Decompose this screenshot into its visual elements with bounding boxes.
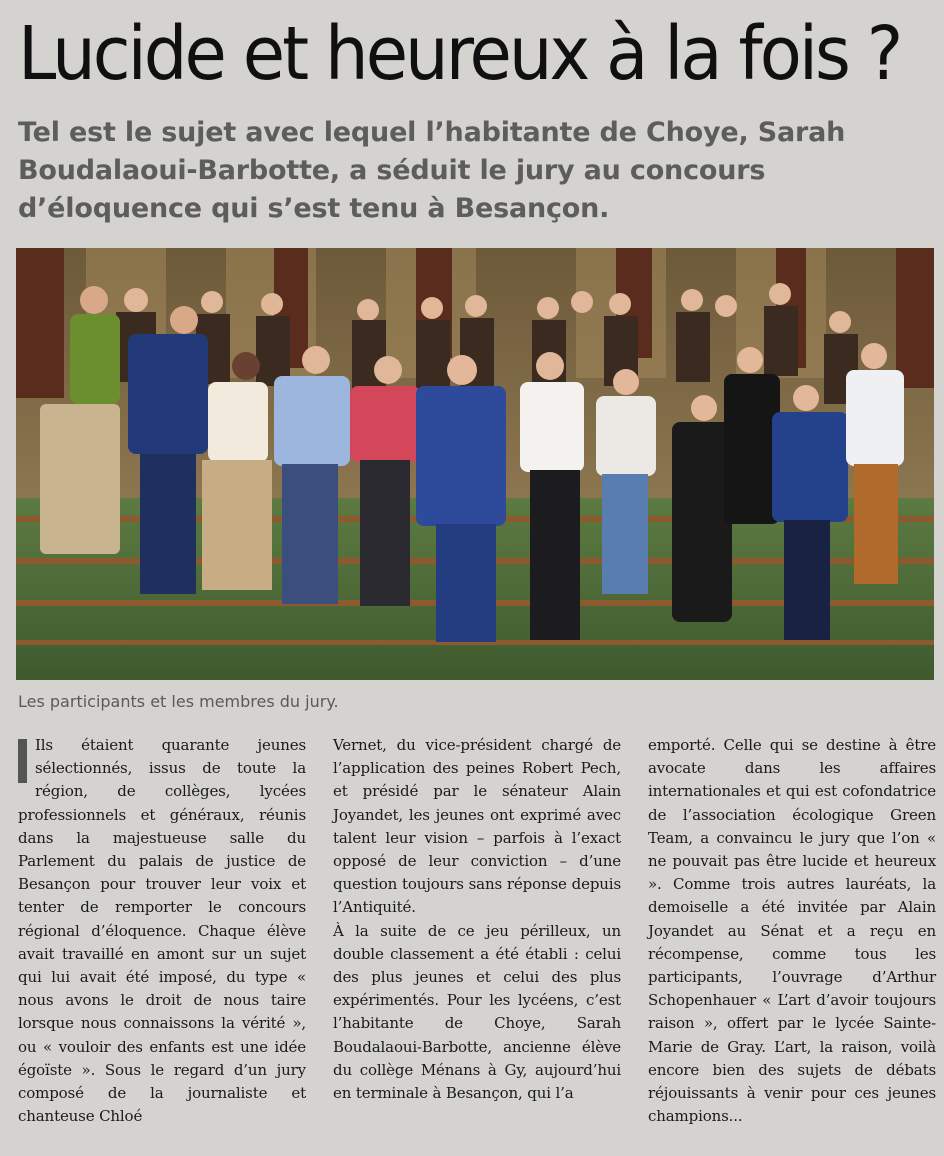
article-column-2 bbox=[333, 734, 621, 1105]
column-2-paragraph-1: Vernet, du vice-président chargé de l’application des peines Robert Pech, et présidé par le sénateur Alain Joyandet, les jeunes ont exprimé avec talent leur vision – parfois à l’exact opposé de leur conviction – d’une question toujours sans réponse depuis l’Antiquité. bbox=[333, 736, 621, 917]
group-photo bbox=[16, 248, 934, 680]
column-2-paragraph-2: À la suite de ce jeu périlleux, un double classement a été établi : celui des plus jeunes et celui des plus expérimentés. Pour les lycéens, c’est l’habitante de Choye, Sarah Boudalaoui-Barbotte, ancienne élève du collège Ménans à Gy, aujourd’hui en terminale à Besançon, qui l’a bbox=[333, 921, 621, 1103]
headline: Lucide et heureux à la fois ? bbox=[18, 11, 901, 97]
standfirst: Tel est le sujet avec lequel l’habitante de Choye, Sarah Boudalaoui-Barbotte, a séduit le jury au concours d’éloquence qui s’est tenu à Besançon. bbox=[18, 117, 846, 224]
column-3-text: emporté. Celle qui se destine à être avocate dans les affaires internationales et qui est cofondatrice de l’association écologique Green Team, a convaincu le jury que l’on « ne pouvait pas être lucide et heureux ». Comme trois autres lauréats, la demoiselle a été invitée par Alain Joyandet au Sénat et a reçu en récompense, comme tous les participants, l’ouvrage d’Arthur Schopenhauer « L’art d’avoir toujours raison », offert par le lycée Sainte-Marie de Gray. L’art, la raison, voilà encore bien des sujets de débats réjouissants à venir pour ces jeunes champions... bbox=[648, 736, 936, 1126]
drop-cap-bar bbox=[18, 739, 27, 783]
photo-caption: Les participants et les membres du jury. bbox=[18, 692, 339, 711]
article-column-1 bbox=[18, 734, 306, 1128]
article-column-3 bbox=[648, 734, 936, 1128]
column-1-text: Ils étaient quarante jeunes sélectionnés, issus de toute la région, de collèges, lycées professionnels et généraux, réunis dans la majestueuse salle du Parlement du palais de justice de Besançon pour trouver leur voix et tenter de remporter le concours régional d’éloquence. Chaque élève avait travaillé en amont sur un sujet qui lui avait été imposé, du type « nous avons le droit de nous taire lorsque nous connaissons la vérité », ou « vouloir des enfants est une idée égoïste ». Sous le regard d’un jury composé de la journaliste et chanteuse Chloé bbox=[18, 736, 306, 1126]
